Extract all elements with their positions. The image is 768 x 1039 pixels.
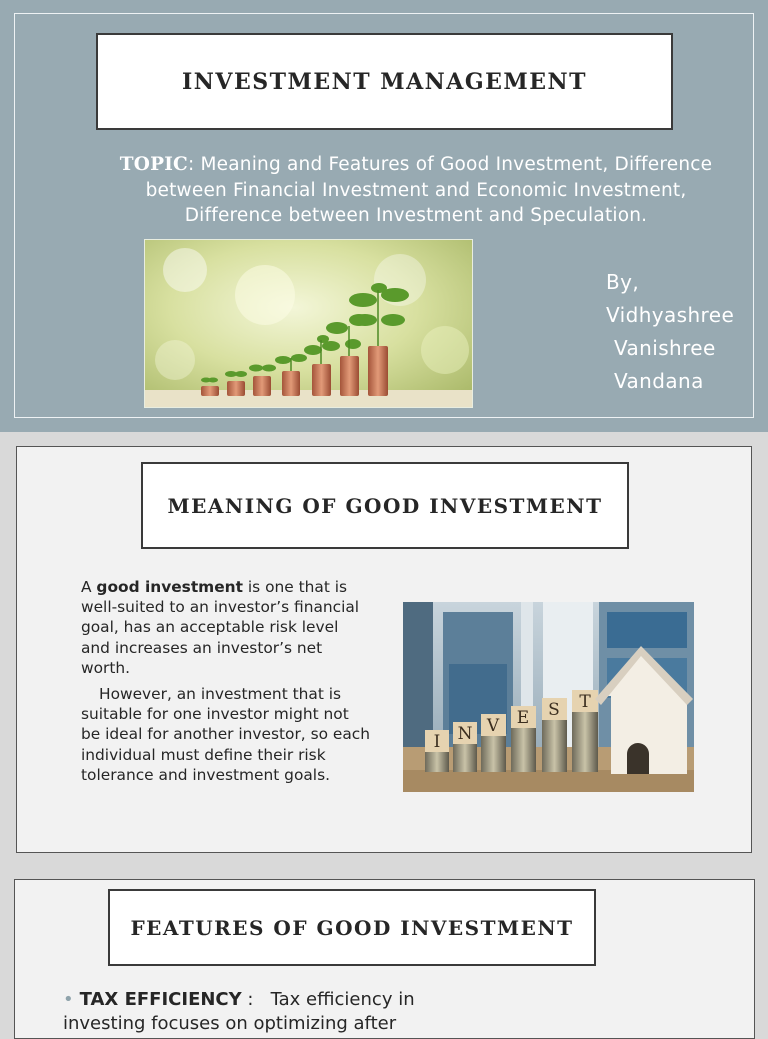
invest-block-letter: I (433, 732, 441, 752)
text-run: is one that is well-suited to an investor’s financial goal, has an acceptable risk level and increases an investor’s net worth. (81, 578, 360, 677)
invest-house-illustration (403, 602, 694, 792)
meaning-paragraph-2: However, an investment that is suitable for one investor might not be ideal for another investor, so each individual must define their risk tolerance and investment goals. (81, 685, 371, 784)
plant-growth-illustration (145, 240, 473, 408)
author-name: Vidhyashree (606, 303, 735, 327)
bullet-dot-icon: • (63, 989, 74, 1010)
topic-text (96, 152, 736, 229)
presentation-title (96, 33, 673, 130)
plant-growth-coins-image (144, 239, 473, 408)
presentation-title-text: INVESTMENT MANAGEMENT (181, 68, 588, 95)
topic-description: : Meaning and Features of Good Investment, Difference between Financial Investment and Economic Investment, Difference between Investment and Speculation. (145, 154, 713, 226)
feature-separator: : (241, 989, 271, 1010)
features-title-text: FEATURES OF GOOD INVESTMENT (130, 915, 574, 940)
meaning-title (141, 462, 629, 549)
invest-block-letter: E (516, 708, 530, 728)
highlight-term: good investment (96, 578, 243, 596)
topic-label: TOPIC (119, 154, 188, 175)
invest-block-letter: S (548, 700, 560, 720)
by-label: By, (606, 270, 640, 294)
features-title (108, 889, 596, 966)
features-slide (14, 879, 755, 1039)
meaning-body (81, 577, 371, 791)
invest-blocks-house-image (403, 602, 694, 792)
author-name: Vandana (614, 369, 704, 393)
invest-block-letter: V (486, 716, 500, 736)
feature-label: TAX EFFICIENCY (79, 989, 242, 1010)
author-name: Vanishree (614, 336, 716, 360)
feature-text: Tax efficiency in investing focuses on optimizing after (63, 989, 415, 1034)
title-slide (0, 0, 768, 432)
authors-block (606, 266, 734, 398)
meaning-title-text: MEANING OF GOOD INVESTMENT (167, 493, 603, 518)
text-run: A (81, 578, 97, 596)
invest-block-letter: T (579, 692, 591, 712)
invest-block-letter: N (457, 724, 473, 744)
meaning-paragraph-1 (81, 577, 371, 678)
feature-bullet (63, 988, 463, 1036)
meaning-slide (16, 446, 752, 853)
